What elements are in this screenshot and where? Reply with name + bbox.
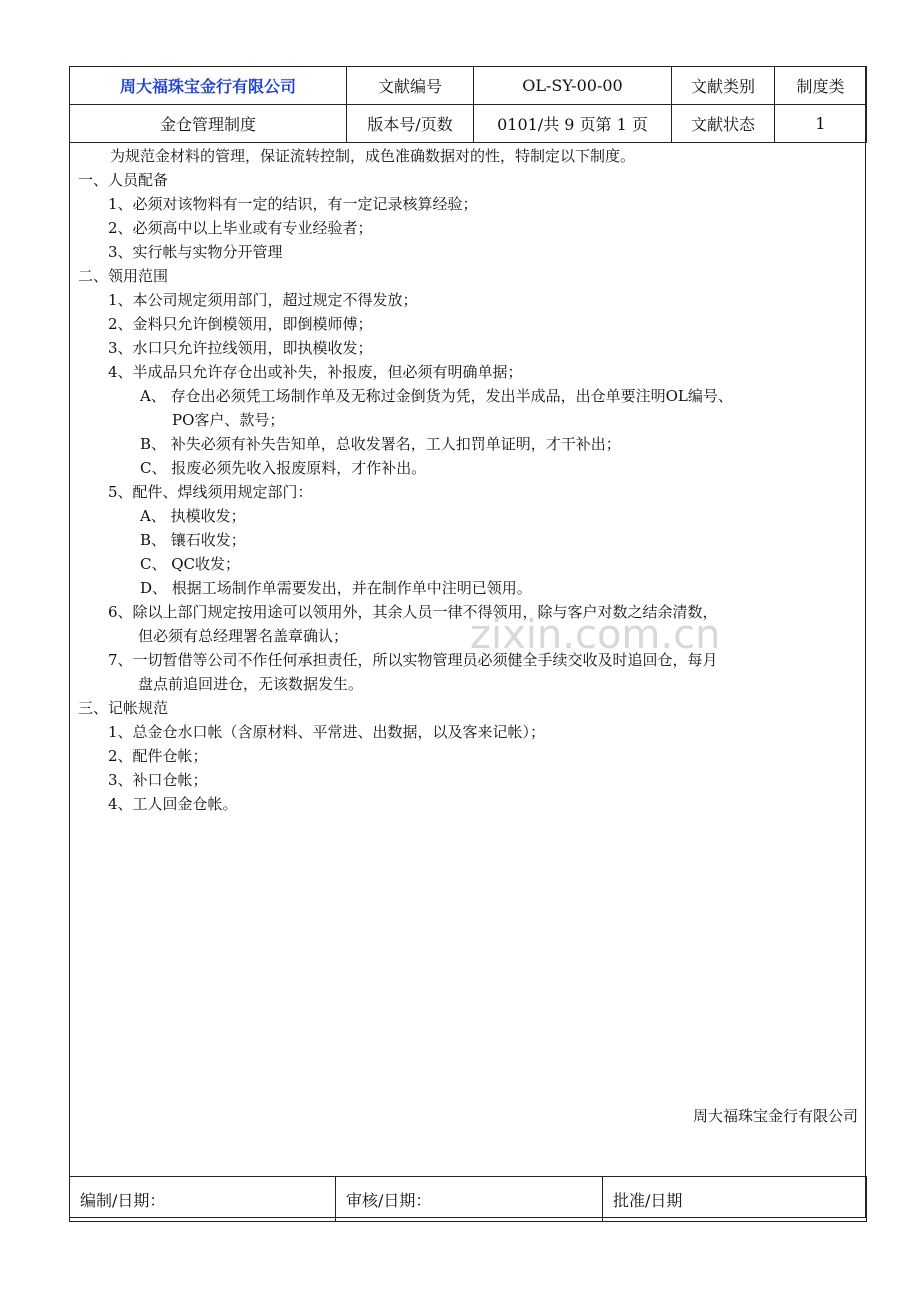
approved-by-field: 批准/日期 (603, 1177, 867, 1222)
version-value: 0101/共 9 页第 1 页 (474, 105, 672, 143)
category-value: 制度类 (775, 67, 867, 105)
sub-item: D、 根据工场制作单需要发出，并在制作单中注明已领用。 (140, 579, 532, 597)
list-item-6-line-2: 但必须有总经理署名盖章确认； (138, 627, 349, 645)
watermark: zixin.com.cn (470, 612, 721, 658)
list-item: 3、补口仓帐； (108, 771, 208, 789)
sub-item-b: B、 补失必须有补失告知单，总收发署名，工人扣罚单证明，才干补出； (140, 435, 621, 453)
list-item: 1、本公司规定须用部门，超过规定不得发放； (108, 291, 418, 309)
document-title: 金仓管理制度 (70, 105, 347, 143)
list-item: 3、水口只允许拉线领用，即执模收发； (108, 339, 373, 357)
section-2-title: 二、领用范围 (78, 267, 169, 285)
company-name: 周大福珠宝金行有限公司 (70, 67, 347, 105)
list-item: 4、半成品只允许存仓出或补失，补报废，但必须有明确单据； (108, 363, 523, 381)
list-item: 4、工人回金仓帐。 (108, 795, 238, 813)
sub-item: B、 镶石收发； (140, 531, 246, 549)
header-table (69, 66, 867, 143)
sub-item-a-line-2: PO客户、款号； (172, 411, 285, 429)
status-label: 文献状态 (672, 105, 775, 143)
version-label: 版本号/页数 (347, 105, 474, 143)
sub-item-c: C、 报废必须先收入报废原料，才作补出。 (140, 459, 427, 477)
category-label: 文献类别 (672, 67, 775, 105)
list-item: 2、配件仓帐； (108, 747, 208, 765)
list-item: 5、配件、焊线须用规定部门： (108, 483, 313, 501)
intro-paragraph: 为规范金材料的管理，保证流转控制，成色准确数据对的性，特制定以下制度。 (110, 147, 636, 165)
list-item-6-line-1: 6、除以上部门规定按用途可以领用外，其余人员一律不得领用，除与客户对数之结余清数， (108, 603, 718, 621)
list-item: 2、金料只允许倒模领用，即倒模师傅； (108, 315, 373, 333)
list-item: 3、实行帐与实物分开管理 (108, 243, 283, 261)
prepared-by-field: 编制/日期： (70, 1177, 336, 1222)
list-item: 1、必须对该物料有一定的结识，有一定记录核算经验； (108, 195, 478, 213)
section-3-title: 三、记帐规范 (78, 699, 169, 717)
company-signature: 周大福珠宝金行有限公司 (692, 1107, 858, 1125)
doc-no-label: 文献编号 (347, 67, 474, 105)
sub-item: C、 QC收发； (140, 555, 241, 573)
list-item-7-line-1: 7、一切暂借等公司不作任何承担责任，所以实物管理员必须健全手续交收及时追回仓，每月 (108, 651, 718, 669)
reviewed-by-field: 审核/日期： (336, 1177, 603, 1222)
document-body (78, 144, 862, 816)
doc-no-value: OL-SY-00-00 (474, 67, 672, 105)
footer-table (69, 1176, 867, 1222)
list-item: 2、必须高中以上毕业或有专业经验者； (108, 219, 373, 237)
list-item: 1、总金仓水口帐（含原材料、平常进、出数据，以及客来记帐）； (108, 723, 546, 741)
sub-item: A、 执模收发； (140, 507, 246, 525)
status-value: 1 (775, 105, 867, 143)
section-1-title: 一、人员配备 (78, 171, 169, 189)
sub-item-a-line-1: A、 存仓出必须凭工场制作单及无称过金倒货为凭，发出半成品，出仓单要注明OL编号、 (140, 387, 733, 405)
list-item-7-line-2: 盘点前追回进仓，无该数据发生。 (138, 675, 364, 693)
